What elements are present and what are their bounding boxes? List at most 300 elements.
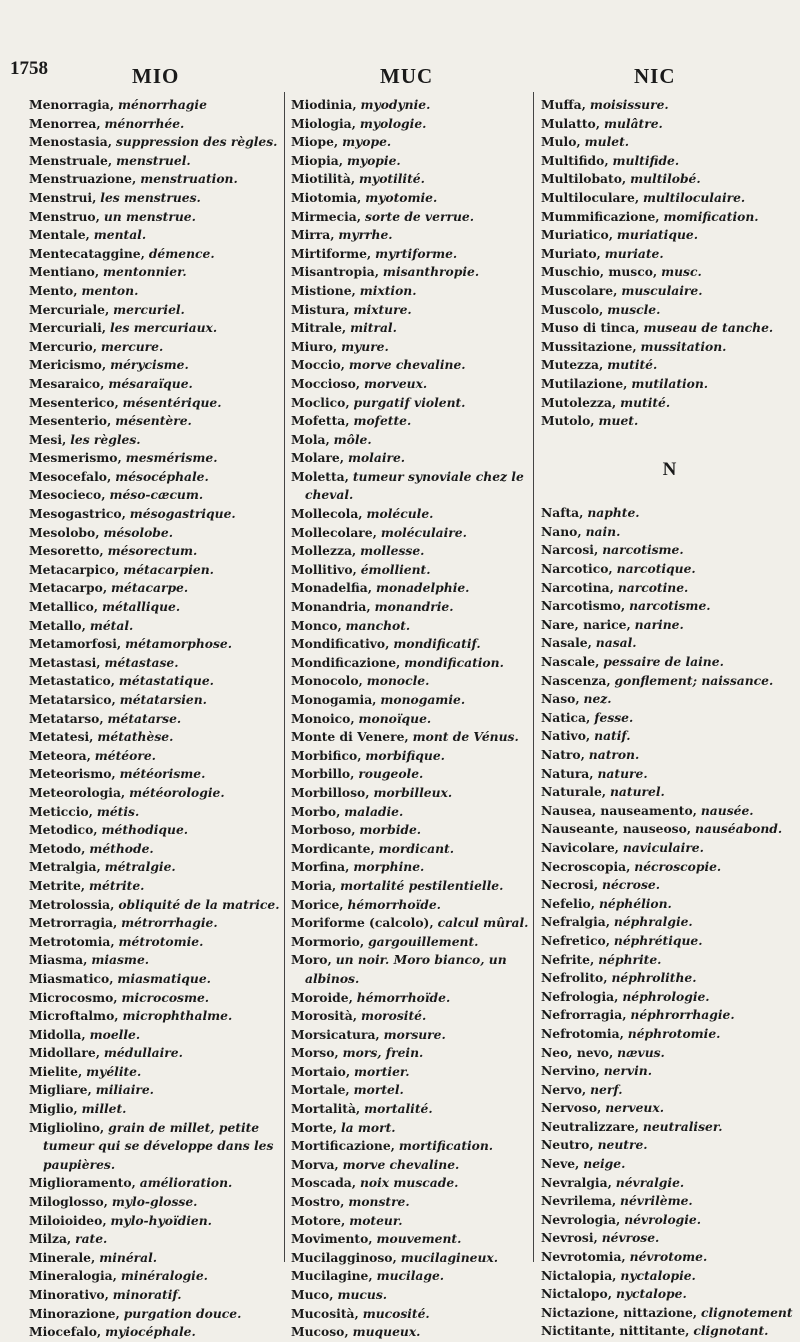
- dictionary-entry: [541, 653, 798, 672]
- dictionary-entry: [291, 524, 531, 543]
- entry-headword: Midolla,: [29, 1026, 86, 1042]
- entry-headword: Miocefalo,: [29, 1324, 102, 1340]
- dictionary-entry: [541, 634, 798, 653]
- entry-headword: Menorragia,: [29, 97, 115, 112]
- entry-headword: Motore,: [291, 1212, 346, 1228]
- entry-headword: Metastasi,: [29, 654, 101, 670]
- entry-headword: Monoico,: [291, 710, 355, 726]
- entry-headword: Mentecataggine,: [29, 245, 145, 261]
- entry-translation: morbilleux.: [373, 784, 453, 800]
- entry-translation: myiocéphale.: [105, 1324, 196, 1340]
- entry-translation: menton.: [81, 282, 139, 298]
- entry-headword: Mutolezza,: [541, 394, 617, 410]
- entry-headword: Meteorologia,: [29, 784, 126, 800]
- dictionary-entry: [291, 245, 531, 264]
- entry-translation: néphrotomie.: [627, 1025, 721, 1041]
- dictionary-entry: [29, 96, 281, 115]
- dictionary-entry: [291, 821, 531, 840]
- dictionary-entry: [29, 951, 281, 970]
- entry-headword: Mineralogia,: [29, 1268, 117, 1284]
- dictionary-entry: [291, 672, 531, 691]
- entry-translation: mutité.: [620, 394, 671, 410]
- entry-headword: Moroide,: [291, 989, 353, 1005]
- entry-translation: moléculaire.: [380, 524, 467, 540]
- entry-headword: Mesenterico,: [29, 394, 119, 410]
- entry-headword: Miotilità,: [291, 171, 356, 187]
- column-1: [29, 96, 281, 1342]
- entry-translation: émollient.: [360, 561, 431, 577]
- entry-headword: Metastatico,: [29, 673, 115, 689]
- entry-translation: nyctalope.: [615, 1286, 687, 1302]
- entry-translation: métatarsien.: [119, 692, 207, 707]
- entry-translation: myologie.: [359, 115, 427, 131]
- entry-translation: clignotant.: [693, 1323, 769, 1339]
- entry-translation: mylo-glosse.: [111, 1194, 198, 1210]
- dictionary-entry: [29, 394, 281, 413]
- dictionary-entry: [291, 319, 531, 338]
- dictionary-entry: [541, 690, 798, 709]
- dictionary-entry: [29, 301, 281, 320]
- entry-translation: monandrie.: [374, 599, 454, 615]
- entry-headword: Nefrologia,: [541, 988, 619, 1004]
- entry-translation: métastase.: [104, 654, 179, 670]
- entry-headword: Mielite,: [29, 1063, 83, 1079]
- entry-headword: Mortificazione,: [291, 1138, 395, 1154]
- entry-headword: Mucilagginoso,: [291, 1249, 397, 1265]
- dictionary-entry: [29, 152, 281, 171]
- dictionary-entry: [29, 840, 281, 859]
- entry-translation: mental.: [93, 227, 147, 243]
- dictionary-entry: [291, 654, 531, 673]
- dictionary-entry: [541, 96, 798, 115]
- entry-translation: monocle.: [366, 673, 430, 689]
- entry-headword: Natro,: [541, 747, 585, 762]
- entry-headword: Muriato,: [541, 245, 601, 261]
- entry-headword: Morte,: [291, 1119, 338, 1135]
- dictionary-entry: [29, 654, 281, 673]
- entry-headword: Metallo,: [29, 617, 86, 633]
- entry-headword: Moccioso,: [291, 375, 361, 391]
- entry-headword: Metamorfosi,: [29, 636, 122, 652]
- entry-headword: Moletta,: [291, 468, 349, 484]
- dictionary-entry: [541, 170, 798, 189]
- dictionary-entry: [541, 245, 798, 264]
- entry-translation: nez.: [583, 691, 612, 707]
- dictionary-entry: [29, 561, 281, 580]
- entry-translation: myrtiforme.: [375, 245, 458, 261]
- dictionary-entry: [291, 840, 531, 859]
- entry-translation: métatarse.: [107, 710, 182, 726]
- entry-translation: mortel.: [353, 1082, 404, 1098]
- dictionary-entry: [29, 226, 281, 245]
- entry-translation: ménorrhée.: [104, 115, 185, 131]
- entry-translation: miasmatique.: [117, 970, 211, 986]
- entry-translation: nasal.: [595, 635, 637, 651]
- entry-headword: Mucosità,: [291, 1305, 359, 1321]
- entry-headword: Muschio, musco,: [541, 264, 658, 280]
- entry-headword: Morsicatura,: [291, 1026, 380, 1042]
- entry-headword: Monte di Venere,: [291, 729, 409, 745]
- entry-headword: Nevrosi,: [541, 1230, 598, 1246]
- entry-headword: Nare, narice,: [541, 616, 631, 632]
- entry-translation: minéralogie.: [120, 1268, 208, 1284]
- entry-headword: Multilobato,: [541, 171, 627, 187]
- entry-translation: morbifique.: [365, 747, 445, 763]
- dictionary-entry: [29, 784, 281, 803]
- entry-translation: les menstrues.: [100, 189, 201, 205]
- entry-translation: neutre.: [597, 1137, 648, 1153]
- dictionary-entry: [291, 803, 531, 822]
- entry-translation: grain de millet, petite tumeur qui se développe dans les paupières.: [43, 1119, 274, 1172]
- dictionary-entry: [29, 858, 281, 877]
- entry-headword: Nevrilema,: [541, 1193, 617, 1209]
- entry-headword: Metatarsico,: [29, 692, 116, 707]
- dictionary-entry: [541, 858, 798, 877]
- entry-headword: Multiloculare,: [541, 189, 640, 205]
- entry-headword: Mordicante,: [291, 840, 375, 856]
- dictionary-entry: [29, 542, 281, 561]
- entry-translation: morve chevaline.: [348, 357, 466, 373]
- dictionary-entry: [29, 989, 281, 1008]
- entry-headword: Mondificativo,: [291, 636, 390, 652]
- dictionary-entry: [291, 896, 531, 915]
- dictionary-entry: [29, 263, 281, 282]
- entry-translation: néphralgie.: [613, 914, 693, 930]
- entry-headword: Monandria,: [291, 599, 371, 615]
- dictionary-entry: [291, 1267, 531, 1286]
- entry-headword: Menstruale,: [29, 152, 113, 168]
- dictionary-entry: [291, 1100, 531, 1119]
- entry-headword: Nictazione, nittazione,: [541, 1304, 698, 1320]
- dictionary-entry: [29, 1044, 281, 1063]
- dictionary-entry: [541, 1006, 798, 1025]
- dictionary-entry: [541, 1304, 798, 1323]
- entry-headword: Mucoso,: [291, 1324, 349, 1340]
- entry-translation: névralgie.: [615, 1174, 685, 1190]
- dictionary-entry: [291, 394, 531, 413]
- entry-headword: Necrosi,: [541, 877, 599, 893]
- dictionary-entry: [541, 932, 798, 951]
- entry-translation: morbide.: [359, 822, 422, 838]
- dictionary-entry: [29, 1081, 281, 1100]
- dictionary-entry: [541, 1118, 798, 1137]
- dictionary-entry: [291, 1007, 531, 1026]
- dictionary-entry: [541, 1229, 798, 1248]
- entry-translation: médullaire.: [103, 1045, 183, 1061]
- dictionary-entry: [541, 115, 798, 134]
- entry-translation: minoratif.: [112, 1287, 182, 1302]
- dictionary-entry: [541, 913, 798, 932]
- entry-translation: multiloculaire.: [643, 189, 746, 205]
- entry-translation: gonflement; naissance.: [614, 672, 774, 688]
- entry-headword: Nafta,: [541, 505, 584, 521]
- entry-translation: métastatique.: [118, 673, 214, 689]
- entry-translation: mercuriel.: [113, 301, 185, 317]
- entry-headword: Multifido,: [541, 152, 609, 168]
- entry-translation: narcotique.: [616, 561, 696, 577]
- dictionary-entry: [541, 301, 798, 320]
- dictionary-entry: [541, 282, 798, 301]
- dictionary-entry: [541, 672, 798, 691]
- entry-translation: métis.: [96, 803, 140, 819]
- entry-translation: les mercuriaux.: [110, 320, 218, 336]
- dictionary-entry: [541, 895, 798, 914]
- entry-translation: nain.: [585, 523, 621, 539]
- dictionary-entry: [541, 133, 798, 152]
- entry-translation: névrologie.: [624, 1211, 702, 1227]
- dictionary-entry: [291, 1193, 531, 1212]
- dictionary-entry: [541, 988, 798, 1007]
- entry-headword: Nativo,: [541, 728, 591, 744]
- entry-headword: Mesolobo,: [29, 524, 100, 540]
- entry-headword: Morbifico,: [291, 747, 362, 763]
- entry-headword: Morfina,: [291, 859, 350, 875]
- dictionary-entry: [541, 579, 798, 598]
- entry-translation: gargouillement.: [368, 933, 479, 949]
- dictionary-entry: [29, 1063, 281, 1082]
- dictionary-entry: [291, 1230, 531, 1249]
- dictionary-entry: [291, 765, 531, 784]
- entry-headword: Morboso,: [291, 822, 356, 838]
- entry-headword: Necroscopia,: [541, 858, 631, 874]
- running-head-right: NIC: [634, 64, 676, 88]
- entry-headword: Mesenterio,: [29, 413, 112, 429]
- entry-headword: Miglioramento,: [29, 1175, 136, 1191]
- entry-translation: moteur.: [349, 1212, 403, 1228]
- entry-translation: nyctalopie.: [620, 1267, 696, 1283]
- dictionary-entry: [29, 1286, 281, 1305]
- entry-translation: mesmérisme.: [125, 450, 218, 466]
- entry-headword: Nervo,: [541, 1081, 587, 1097]
- dictionary-entry: [541, 746, 798, 765]
- entry-translation: narcotine.: [617, 579, 689, 595]
- entry-translation: un noir. Moro bianco, un albinos.: [305, 952, 507, 986]
- entry-headword: Nevralgia,: [541, 1174, 612, 1190]
- dictionary-entry: [541, 876, 798, 895]
- entry-headword: Monogamia,: [291, 692, 377, 707]
- dictionary-entry: [29, 1174, 281, 1193]
- dictionary-entry: [541, 765, 798, 784]
- entry-headword: Mercurio,: [29, 338, 97, 354]
- dictionary-entry: [291, 115, 531, 134]
- dictionary-entry: [29, 505, 281, 524]
- entry-headword: Miologia,: [291, 115, 356, 131]
- entry-translation: noix muscade.: [359, 1175, 459, 1191]
- dictionary-entry: [291, 1249, 531, 1268]
- column-rule: [284, 92, 285, 1262]
- entry-translation: métrotomie.: [118, 933, 204, 949]
- entry-translation: muriate.: [604, 245, 664, 261]
- entry-headword: Monadelfia,: [291, 580, 373, 596]
- entry-translation: démence.: [148, 245, 215, 261]
- dictionary-entry: [541, 1136, 798, 1155]
- dictionary-entry: [29, 449, 281, 468]
- entry-translation: mésocéphale.: [115, 468, 209, 484]
- entry-translation: morsure.: [383, 1026, 446, 1042]
- dictionary-entry: [291, 1063, 531, 1082]
- entry-translation: maladie.: [344, 803, 404, 819]
- dictionary-entry: [29, 1193, 281, 1212]
- entry-headword: Nervino,: [541, 1063, 600, 1079]
- entry-headword: Nictitante, nittitante,: [541, 1323, 690, 1339]
- dictionary-entry: [291, 951, 531, 988]
- entry-headword: Mostro,: [291, 1194, 345, 1210]
- entry-headword: Natica,: [541, 709, 591, 725]
- dictionary-entry: [291, 542, 531, 561]
- entry-translation: momification.: [663, 208, 759, 224]
- entry-headword: Metodico,: [29, 822, 98, 838]
- dictionary-entry: [29, 635, 281, 654]
- entry-headword: Mentale,: [29, 227, 90, 243]
- entry-headword: Miasmatico,: [29, 970, 114, 986]
- entry-headword: Miope,: [291, 134, 339, 150]
- dictionary-entry: [291, 1156, 531, 1175]
- dictionary-entry: [29, 208, 281, 227]
- dictionary-entry: [29, 1267, 281, 1286]
- entry-translation: menstruel.: [116, 152, 191, 168]
- dictionary-entry: [291, 784, 531, 803]
- entry-headword: Muriatico,: [541, 227, 613, 243]
- entry-headword: Mesi,: [29, 431, 67, 447]
- entry-translation: myope.: [342, 134, 392, 150]
- dictionary-entry: [291, 728, 531, 747]
- entry-headword: Nasale,: [541, 635, 592, 651]
- entry-translation: méthode.: [89, 840, 154, 856]
- dictionary-entry: [541, 727, 798, 746]
- entry-headword: Mortalità,: [291, 1101, 361, 1117]
- entry-headword: Mola,: [291, 431, 330, 447]
- entry-translation: les règles.: [70, 431, 141, 447]
- entry-translation: météore.: [94, 747, 156, 763]
- entry-translation: mutité.: [607, 357, 658, 373]
- dictionary-entry: [541, 541, 798, 560]
- dictionary-entry: [291, 449, 531, 468]
- entry-headword: Mesocieco,: [29, 487, 106, 503]
- dictionary-entry: [541, 951, 798, 970]
- entry-translation: nerf.: [590, 1081, 623, 1097]
- entry-headword: Mirmecia,: [291, 208, 362, 224]
- column-3: [541, 96, 798, 1341]
- dictionary-entry: [29, 282, 281, 301]
- entry-translation: fesse.: [594, 709, 634, 725]
- entry-headword: Miasma,: [29, 952, 88, 968]
- entry-translation: amélioration.: [139, 1175, 233, 1191]
- entry-headword: Morbo,: [291, 803, 341, 819]
- dictionary-entry: [541, 375, 798, 394]
- entry-headword: Nefelio,: [541, 895, 596, 911]
- dictionary-entry: [541, 802, 798, 821]
- dictionary-entry: [291, 338, 531, 357]
- dictionary-entry: [291, 914, 531, 933]
- entry-headword: Narcotina,: [541, 579, 614, 595]
- entry-translation: calcul mûral.: [437, 915, 529, 931]
- entry-translation: muqueux.: [352, 1324, 421, 1340]
- dictionary-entry: [291, 710, 531, 729]
- entry-translation: naphte.: [587, 505, 640, 521]
- entry-translation: suppression des règles.: [115, 134, 278, 150]
- entry-headword: Morso,: [291, 1045, 339, 1061]
- entry-headword: Nefretico,: [541, 932, 610, 948]
- dictionary-entry: [291, 691, 531, 710]
- entry-headword: Mericismo,: [29, 357, 107, 373]
- entry-headword: Mondificazione,: [291, 654, 401, 670]
- entry-headword: Neutro,: [541, 1137, 594, 1153]
- entry-translation: néphrite.: [598, 951, 662, 967]
- dictionary-entry: [541, 1322, 798, 1341]
- dictionary-entry: [541, 208, 798, 227]
- entry-headword: Muscolo,: [541, 301, 604, 317]
- dictionary-entry: [291, 1305, 531, 1324]
- entry-translation: mésolobe.: [103, 524, 173, 540]
- entry-headword: Mesaraico,: [29, 375, 105, 391]
- dictionary-entry: [29, 803, 281, 822]
- entry-headword: Morbilloso,: [291, 784, 370, 800]
- entry-headword: Naturale,: [541, 784, 607, 800]
- dictionary-entry: [29, 970, 281, 989]
- entry-headword: Mirtiforme,: [291, 245, 372, 261]
- entry-translation: mollesse.: [360, 543, 425, 559]
- entry-translation: un menstrue.: [103, 208, 196, 224]
- dictionary-entry: [29, 524, 281, 543]
- dictionary-entry: [291, 152, 531, 171]
- entry-translation: moelle.: [89, 1026, 141, 1042]
- entry-translation: néphélion.: [598, 895, 672, 911]
- entry-headword: Natura,: [541, 765, 594, 781]
- entry-headword: Mutezza,: [541, 357, 604, 373]
- entry-headword: Mutilazione,: [541, 375, 628, 391]
- entry-headword: Mesogastrico,: [29, 506, 126, 522]
- dictionary-entry: [291, 933, 531, 952]
- entry-translation: néphrologie.: [622, 988, 710, 1004]
- entry-translation: météorologie.: [129, 784, 225, 800]
- entry-headword: Metallico,: [29, 599, 99, 615]
- entry-translation: misanthropie.: [382, 264, 480, 280]
- dictionary-entry: [541, 263, 798, 282]
- entry-headword: Miodinia,: [291, 97, 357, 112]
- dictionary-entry: [541, 597, 798, 616]
- entry-headword: Mistione,: [291, 282, 356, 298]
- entry-headword: Mutolo,: [541, 413, 595, 429]
- dictionary-entry: [541, 189, 798, 208]
- entry-translation: neutraliser.: [642, 1118, 723, 1134]
- entry-translation: natif.: [594, 728, 631, 744]
- page-number: 1758: [10, 58, 48, 79]
- entry-translation: molaire.: [347, 450, 406, 466]
- entry-translation: naturel.: [609, 784, 665, 800]
- running-head-left: MIO: [132, 64, 180, 88]
- dictionary-entry: [29, 691, 281, 710]
- dictionary-entry: [291, 189, 531, 208]
- entry-headword: Morva,: [291, 1156, 339, 1172]
- entry-headword: Mirra,: [291, 227, 335, 243]
- entry-headword: Muso di tinca,: [541, 320, 640, 336]
- dictionary-entry: [29, 1100, 281, 1119]
- dictionary-entry: [291, 226, 531, 245]
- entry-translation: hémorrhoïde.: [347, 896, 441, 912]
- dictionary-entry: [29, 747, 281, 766]
- entry-translation: menstruation.: [140, 171, 238, 187]
- entry-translation: morveux.: [364, 375, 428, 391]
- entry-headword: Miotomia,: [291, 189, 362, 205]
- dictionary-entry: [291, 170, 531, 189]
- entry-translation: névrose.: [601, 1230, 660, 1246]
- entry-translation: narcotisme.: [602, 542, 684, 558]
- entry-translation: purgatif violent.: [353, 394, 466, 410]
- entry-translation: nature.: [597, 765, 648, 781]
- entry-translation: nervin.: [603, 1063, 652, 1079]
- dictionary-entry: [291, 1119, 531, 1138]
- entry-headword: Mormorio,: [291, 933, 365, 949]
